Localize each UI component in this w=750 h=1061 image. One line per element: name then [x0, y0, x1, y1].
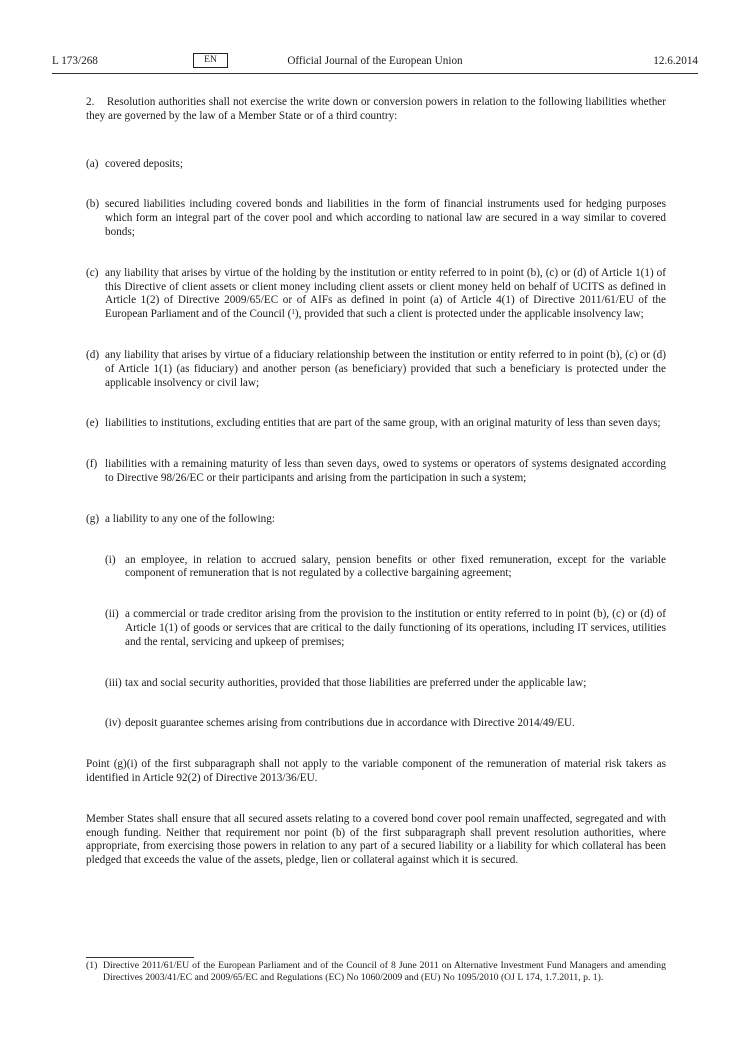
list-item-c [86, 267, 666, 322]
sub-item-i [105, 554, 666, 582]
intro-paragraph [86, 96, 666, 124]
footnote-text: Directive 2011/61/EU of the European Parliament and of the Council of 8 June 2011 on Alternative Investment Fund Managers and amending Directives 2003/41/EC and 2009/65/EC and Regulations (EC) No 1060/2009 and (EU) No 1095/2010 (OJ L 174, 1.7.2011, p. 1). [103, 960, 666, 983]
page-body [86, 96, 666, 868]
list-item-d [86, 349, 666, 390]
list-item-a [86, 158, 666, 172]
item-text: liabilities with a remaining maturity of less than seven days, owed to systems or operators of systems designated according to Directive 98/26/EC or their participants and arising from the participation in such a system; [105, 458, 666, 484]
sub-item-iii [105, 677, 666, 691]
header-divider [52, 73, 698, 74]
item-label: (g) [86, 512, 100, 525]
language-badge: EN [193, 53, 228, 68]
list-item-f [86, 458, 666, 486]
journal-title: Official Journal of the European Union [287, 55, 463, 67]
publication-date: 12.6.2014 [653, 55, 698, 67]
page-header [52, 53, 698, 73]
list-item-e [86, 417, 666, 431]
list-item-b [86, 198, 666, 239]
sub-item-label: (ii) [105, 608, 119, 621]
item-label: (e) [86, 417, 99, 430]
footnote [86, 960, 666, 984]
item-label: (c) [86, 266, 99, 279]
sub-item-text: tax and social security authorities, provided that those liabilities are preferred under the applicable law; [125, 676, 587, 689]
item-label: (d) [86, 348, 100, 361]
footnote-divider [86, 957, 194, 958]
item-text: secured liabilities including covered bonds and liabilities in the form of financial instruments used for hedging purposes which form an integral part of the cover pool and which according to national law are secured in a way similar to covered bonds; [105, 198, 666, 238]
intro-number: 2. [86, 96, 95, 108]
item-text: any liability that arises by virtue of the holding by the institution or entity referred to in point (b), (c) or (d) of Article 1(1) of this Directive of client assets or client money including client assets or client money held on behalf of UCITS as defined in Article 1(2) of Directive 2009/65/EC or of AIFs as defined in point (a) of Article 4(1) of Directive 2011/61/EU of the European Parliament and of the Council ($^1$), provided that such a client is protected under the applicable insolvency law; [105, 266, 666, 321]
paragraph-secured-assets: Member States shall ensure that all secured assets relating to a covered bond cover pool remain unaffected, segregated and with enough funding. Neither that requirement nor point (b) of the first subparagraph shall prevent resolution authorities, where appropriate, from exercising those powers in relation to any part of a secured liability or a liability for which collateral has been pledged that exceeds the value of the assets, pledge, lien or collateral against which it is secured. [86, 812, 666, 867]
paragraph-point-gi: Point (g)(i) of the first subparagraph shall not apply to the variable component of the remuneration of material risk takers as identified in Article 92(2) of Directive 2013/36/EU. [86, 758, 666, 784]
sub-item-text: an employee, in relation to accrued salary, pension benefits or other fixed remuneration, except for the variable component of remuneration that is not regulated by a collective bargaining agreement; [125, 553, 666, 580]
footnote-ref[interactable]: 1 [291, 308, 295, 317]
sub-item-label: (iv) [105, 717, 122, 730]
sub-item-ii [105, 608, 666, 649]
sub-item-text: deposit guarantee schemes arising from contributions due in accordance with Directive 2014/49/EU. [125, 717, 575, 730]
intro-text: Resolution authorities shall not exercise the write down or conversion powers in relation to the following liabilities whether they are governed by the law of a Member State or of a third country: [86, 96, 667, 122]
sub-item-label: (iii) [105, 676, 122, 689]
journal-reference: L 173/268 [52, 55, 98, 67]
sub-item-text: a commercial or trade creditor arising from the provision to the institution or entity referred to in point (b), (c) or (d) of Article 1(1) of goods or services that are critical to the daily functioning of its operations, including IT services, utilities and the rental, servicing and upkeep of premises; [125, 608, 666, 648]
item-text: a liability to any one of the following: [105, 512, 275, 525]
footnote-label: (1) [86, 960, 98, 971]
item-text: covered deposits; [105, 157, 183, 170]
item-label: (a) [86, 157, 99, 170]
sub-item-label: (i) [105, 553, 116, 566]
item-label: (f) [86, 458, 98, 471]
list-item-g [86, 513, 666, 527]
item-label: (b) [86, 198, 100, 211]
item-text: any liability that arises by virtue of a fiduciary relationship between the institution or entity referred to in point (b), (c) or (d) of Article 1(1) (as fiduciary) and another person (as beneficiary) provided that such a beneficiary is protected under the applicable insolvency or civil law; [105, 348, 666, 389]
item-text: liabilities to institutions, excluding entities that are part of the same group, with an original maturity of less than seven days; [105, 417, 661, 430]
sub-item-iv [105, 717, 666, 731]
